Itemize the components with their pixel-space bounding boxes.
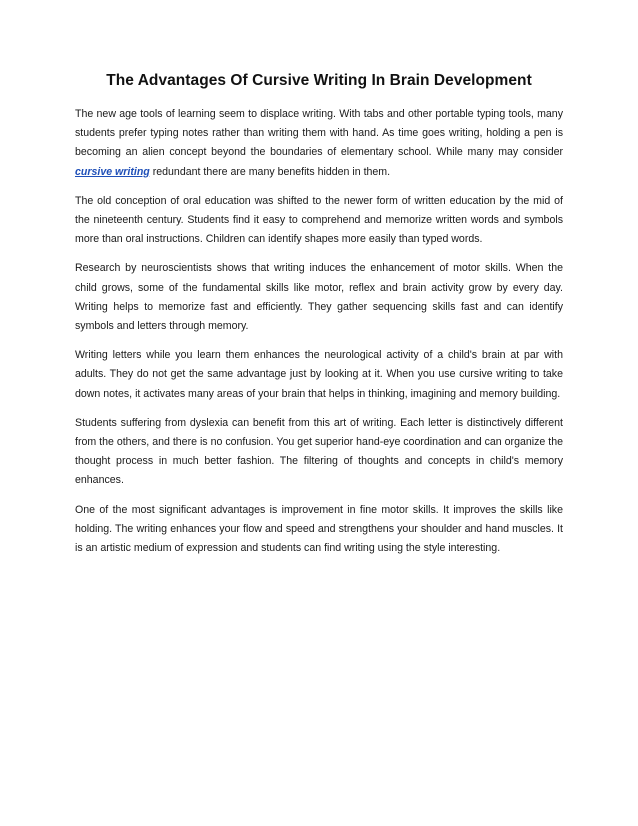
paragraph-intro-text-after: redundant there are many benefits hidden in them. bbox=[149, 165, 391, 178]
paragraph-neurological-activity: Writing letters while you learn them enhances the neurological activity of a child's brain at par with adults. They do not get the same advantage just by looking at it. When you use cursive writing to take down notes, it activates many areas of your brain that helps in thinking, imagining and memory building. bbox=[75, 349, 563, 400]
paragraph-fine-motor-skills: One of the most significant advantages is improvement in fine motor skills. It improves the skills like holding. The writing enhances your flow and speed and strengthens your shoulder and hand muscles. It is an artistic medium of expression and students can find writing using the style interesting. bbox=[75, 503, 563, 555]
cursive-writing-link[interactable]: cursive writing bbox=[75, 165, 150, 178]
paragraph-oral-education: The old conception of oral education was shifted to the newer form of written education by the mid of the nineteenth century. Students find it easy to comprehend and memorize written words and symbols more than oral instructions. Children can identify shapes more easily than typed words. bbox=[75, 194, 563, 246]
document-title: The Advantages Of Cursive Writing In Brain Development bbox=[106, 72, 532, 89]
paragraph-neuroscience-research: Research by neuroscientists shows that writing induces the enhancement of motor skills. When the child grows, some of the fundamental skills like motor, reflex and brain activity grow by every day. Writing helps to memorize fast and efficiently. They gather sequencing skills fast and can identify symbols and letters through memory. bbox=[75, 262, 563, 333]
paragraph-intro-text-before: The new age tools of learning seem to displace writing. With tabs and other portable typing tools, many students prefer typing notes rather than writing them with hand. As time goes writing, holding a pen is becoming an alien concept beyond the boundaries of elementary school. While many may consider bbox=[75, 108, 563, 159]
document-page bbox=[75, 72, 563, 568]
paragraph-intro bbox=[75, 105, 563, 182]
paragraph-dyslexia: Students suffering from dyslexia can benefit from this art of writing. Each letter is distinctively different from the others, and there is no confusion. You get superior hand-eye coordination and can organize the thought process in much better fashion. The filtering of thoughts and concepts in child's memory enhances. bbox=[75, 416, 563, 487]
